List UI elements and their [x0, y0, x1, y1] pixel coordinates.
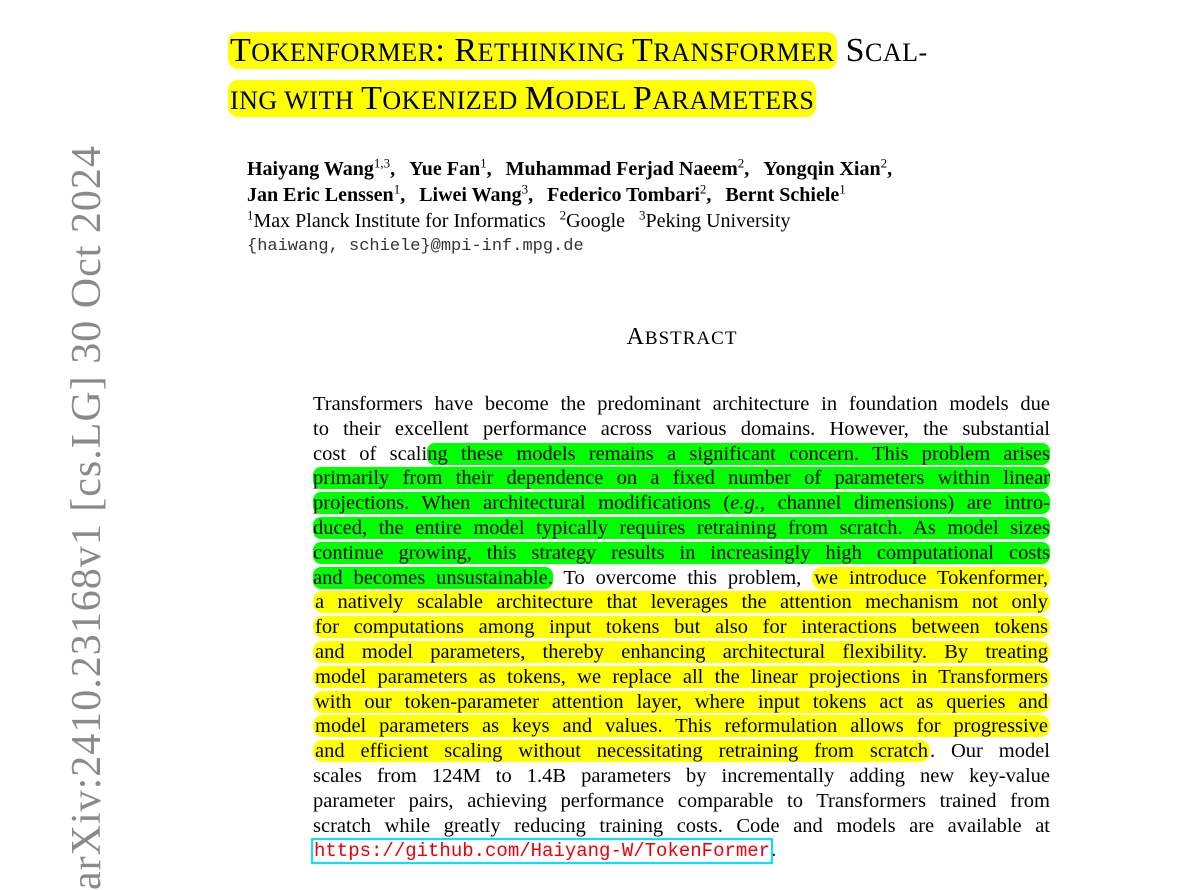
abstract-text: parameter pairs, achieving performance comparable to Transformers trained from: [313, 789, 1050, 812]
abstract-heading: [0, 324, 1178, 351]
author-name: Jan Eric Lenssen: [247, 184, 394, 206]
abstract-text: To overcome this problem,: [552, 566, 813, 589]
abstract-text: scratch while greatly reducing training costs. Code and models are available at: [313, 814, 1050, 837]
author-name: Yue Fan: [409, 158, 481, 180]
green-highlight: and becomes unsustainable.: [313, 566, 553, 589]
title-part: T: [230, 32, 252, 69]
abstract-line: [313, 615, 1050, 640]
title-highlight: [228, 80, 816, 117]
author-affiliation-mark: 2: [880, 155, 888, 171]
abstract-line: [313, 739, 1050, 764]
abstract-line: [313, 665, 1050, 690]
author-name: Yongqin Xian: [763, 158, 881, 180]
yellow-highlight: a natively scalable architecture that leverages the attention mechanism not only: [315, 591, 1048, 614]
abstract-text: Transformers have become the predominant architecture in foundation models due: [313, 393, 1050, 415]
title-part: ING WITH: [230, 86, 362, 115]
yellow-highlight: for computations among input tokens but also for interactions between tokens: [315, 616, 1048, 639]
title-part: P: [632, 80, 653, 117]
abstract-line: [313, 491, 1050, 516]
affiliations-line: [247, 208, 1127, 234]
yellow-highlight: model parameters as keys and values. This reformulation allows for progressive: [315, 715, 1048, 738]
affiliation-mark: 1: [247, 207, 254, 223]
heading-part: BSTRACT: [644, 328, 738, 349]
abstract-text: , channel dimensions) are intro-: [759, 492, 1051, 515]
abstract-line: [313, 789, 1050, 814]
title-part: S: [836, 32, 866, 69]
abstract-line: [313, 764, 1050, 789]
title-part: OKENFORMER: [251, 38, 436, 67]
author-affiliation-mark: 3: [521, 181, 529, 197]
affiliation-mark: 3: [639, 207, 646, 223]
title-part: OKENIZED: [382, 86, 525, 115]
heading-part: A: [626, 324, 645, 350]
abstract-text: . Our model: [929, 740, 1050, 763]
yellow-highlight: and efficient scaling without necessitating retraining from scratch: [315, 740, 928, 763]
abstract-text: projections. When architectural modifications (: [313, 492, 731, 515]
affiliation-mark: 2: [559, 207, 567, 223]
yellow-highlight: and model parameters, thereby enhancing architectural flexibility. By treating: [315, 640, 1048, 663]
title-part: ODEL: [555, 86, 633, 115]
abstract-text: .: [771, 839, 777, 862]
title-part: RANSFORMER: [653, 38, 835, 67]
abstract-line: [313, 590, 1050, 615]
abstract-body: [313, 392, 1050, 863]
yellow-highlight: with our token-parameter attention layer, where input tokens act as queries and: [315, 690, 1048, 713]
author-affiliation-mark: 1: [393, 181, 401, 197]
abstract-line: [313, 442, 1050, 467]
author-affiliation-mark: 1: [839, 181, 846, 197]
arxiv-identifier-stamp: arXiv:2410.23168v1 [cs.LG] 30 Oct 2024: [64, 145, 110, 890]
author-name: Liwei Wang: [419, 184, 522, 206]
green-highlight: ng these models remains a significant concern. This problem arises: [427, 442, 1050, 465]
author-affiliation-mark: 1,3: [373, 155, 391, 171]
author-line-2: Jan Eric Lenssen$^1$, Liwei Wang$^3$, Federico Tombari$^2$, Bernt Schiele$^1$: [247, 181, 846, 206]
green-highlight: [313, 492, 1050, 514]
author-name: Bernt Schiele: [725, 184, 840, 206]
yellow-highlight: model parameters as tokens, we replace all the linear projections in Transformers: [315, 665, 1048, 688]
title-part: T: [632, 32, 654, 69]
abstract-text: scales from 124M to 1.4B parameters by incrementally adding new key-value: [313, 764, 1050, 787]
author-affiliation-mark: 2: [699, 181, 707, 197]
author-affiliation-mark: 2: [737, 155, 745, 171]
yellow-highlight: we introduce Tokenformer,: [814, 566, 1048, 589]
author-affiliation-mark: 1: [480, 155, 487, 171]
author-block: [247, 156, 1127, 260]
abstract-text: to their excellent performance across various domains. However, the substantial: [313, 417, 1050, 440]
abstract-line: [313, 814, 1050, 839]
author-name: Muhammad Ferjad Naeem: [505, 158, 738, 180]
title-part: M: [524, 80, 556, 117]
title-part: :: [435, 32, 455, 69]
abstract-italic: e.g.: [730, 492, 760, 515]
affiliation-name: Peking University: [645, 210, 791, 232]
title-part: R: [454, 32, 478, 69]
abstract-text: cost of scali: [313, 442, 428, 465]
author-name: Federico Tombari: [547, 184, 700, 206]
abstract-line: [313, 516, 1050, 541]
abstract-line: [313, 392, 1050, 417]
affiliation-name: Max Planck Institute for Informatics: [253, 210, 546, 232]
green-highlight: primarily from their dependence on a fixed number of parameters within linear: [313, 467, 1050, 490]
abstract-line: [313, 566, 1050, 591]
abstract-line: [313, 466, 1050, 491]
contact-email[interactable]: {haiwang, schiele}@mpi-inf.mpg.de: [247, 237, 584, 256]
abstract-line: [313, 690, 1050, 715]
green-highlight: continue growing, this strategy results in increasingly high computational costs: [313, 541, 1050, 564]
affiliation-name: Google: [566, 210, 626, 232]
green-highlight: duced, the entire model typically requires retraining from scratch. As model sizes: [313, 516, 1050, 539]
paper-title: [228, 28, 1168, 124]
title-highlight: [228, 32, 837, 69]
author-name: Haiyang Wang: [247, 158, 374, 180]
abstract-line: [313, 714, 1050, 739]
github-link[interactable]: https://github.com/Haiyang-W/TokenFormer: [314, 840, 771, 863]
abstract-line: [313, 838, 1050, 863]
abstract-line: [313, 541, 1050, 566]
author-line-1: Haiyang Wang$^{1,3}$, Yue Fan$^1$, Muhammad Ferjad Naeem$^2$, Yongqin Xian$^2$,: [247, 155, 893, 180]
title-line-1: [228, 28, 1168, 76]
title-part: ARAMETERS: [652, 86, 815, 115]
abstract-line: [313, 417, 1050, 442]
title-line-2: [228, 76, 1168, 124]
title-part: ETHINKING: [477, 38, 633, 67]
title-part: T: [361, 80, 383, 117]
abstract-line: [313, 640, 1050, 665]
title-part: CAL-: [865, 38, 928, 67]
